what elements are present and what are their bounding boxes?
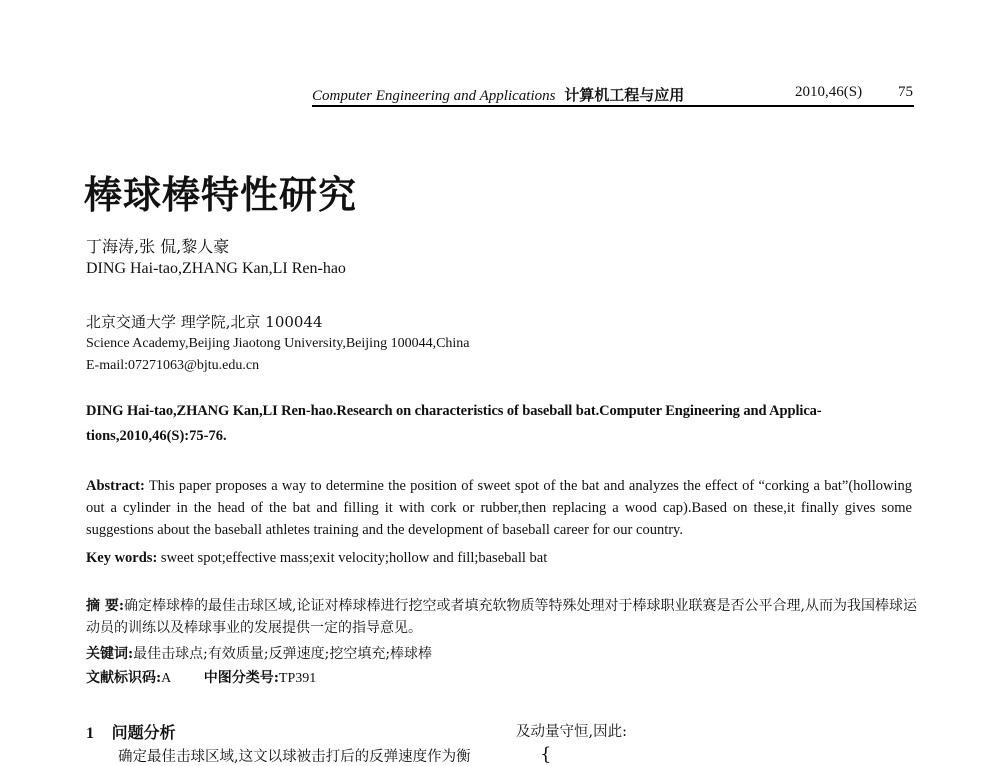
abstract-text: This paper proposes a way to determine the position of sweet spot of the bat and analyzes the effect of “corking a bat”(hollowing out a cylinder in the head of the bat and filling it with cork or rubber,then replacing a wood cap).Based on these,it finally gives some suggestions about the baseball athletes training and the development of baseball career for our country. bbox=[86, 478, 912, 538]
clc-label: 中图分类号: bbox=[203, 670, 279, 686]
keywords-cn-label: 关键词: bbox=[86, 646, 134, 662]
keywords-en bbox=[86, 547, 912, 569]
section-heading bbox=[86, 720, 176, 743]
keywords-cn-text: 最佳击球点;有效质量;反弹速度;挖空填充;棒球棒 bbox=[133, 646, 433, 662]
section-number: 1 bbox=[86, 725, 94, 742]
doc-code-label: 文献标识码: bbox=[86, 670, 162, 686]
keywords-label: Key words: bbox=[86, 550, 158, 566]
page-number: 75 bbox=[898, 84, 913, 100]
volume-info: 2010,46(S) bbox=[795, 84, 863, 100]
doc-code: A bbox=[161, 671, 172, 686]
citation-line-2: tions,2010,46(S):75-76. bbox=[86, 428, 227, 444]
email-address: E-mail:07271063@bjtu.edu.cn bbox=[86, 358, 260, 373]
running-header-journal bbox=[312, 84, 684, 105]
abstract-en bbox=[86, 475, 912, 541]
abstract-cn bbox=[86, 595, 926, 639]
abstract-label: Abstract: bbox=[86, 478, 145, 494]
header-rule bbox=[312, 105, 914, 107]
abstract-cn-text: 确定棒球棒的最佳击球区域,论证对棒球棒进行挖空或者填充软物质等特殊处理对于棒球职业联赛是否公平合理,从而为我国棒球运动员的训练以及棒球事业的发展提供一定的指导意见。 bbox=[86, 598, 917, 636]
journal-name-cn: 计算机工程与应用 bbox=[564, 86, 685, 104]
journal-name-en: Computer Engineering and Applications bbox=[312, 88, 556, 104]
classification-line bbox=[86, 667, 316, 687]
body-right-first-line: 及动量守恒,因此: bbox=[516, 724, 627, 740]
authors-en: DING Hai-tao,ZHANG Kan,LI Ren-hao bbox=[86, 260, 346, 277]
keywords-text: sweet spot;effective mass;exit velocity;hollow and fill;baseball bat bbox=[157, 550, 548, 566]
section-title: 问题分析 bbox=[111, 723, 176, 742]
citation-line-1: DING Hai-tao,ZHANG Kan,LI Ren-hao.Research on characteristics of baseball bat.Computer Engineering and Applica- bbox=[86, 403, 822, 419]
clc-code: TP391 bbox=[278, 671, 317, 686]
equation-bracket: { bbox=[540, 744, 552, 765]
authors-cn: 丁海涛,张 侃,黎人豪 bbox=[86, 237, 230, 256]
affiliation-cn: 北京交通大学 理学院,北京 100044 bbox=[86, 313, 323, 331]
affiliation-en: Science Academy,Beijing Jiaotong University,Beijing 100044,China bbox=[86, 336, 470, 351]
abstract-cn-label: 摘 要: bbox=[86, 598, 125, 614]
keywords-cn bbox=[86, 643, 432, 663]
body-left-first-line: 确定最佳击球区域,这文以球被击打后的反弹速度作为衡 bbox=[118, 749, 471, 765]
page-title: 棒球棒特性研究 bbox=[84, 172, 358, 217]
